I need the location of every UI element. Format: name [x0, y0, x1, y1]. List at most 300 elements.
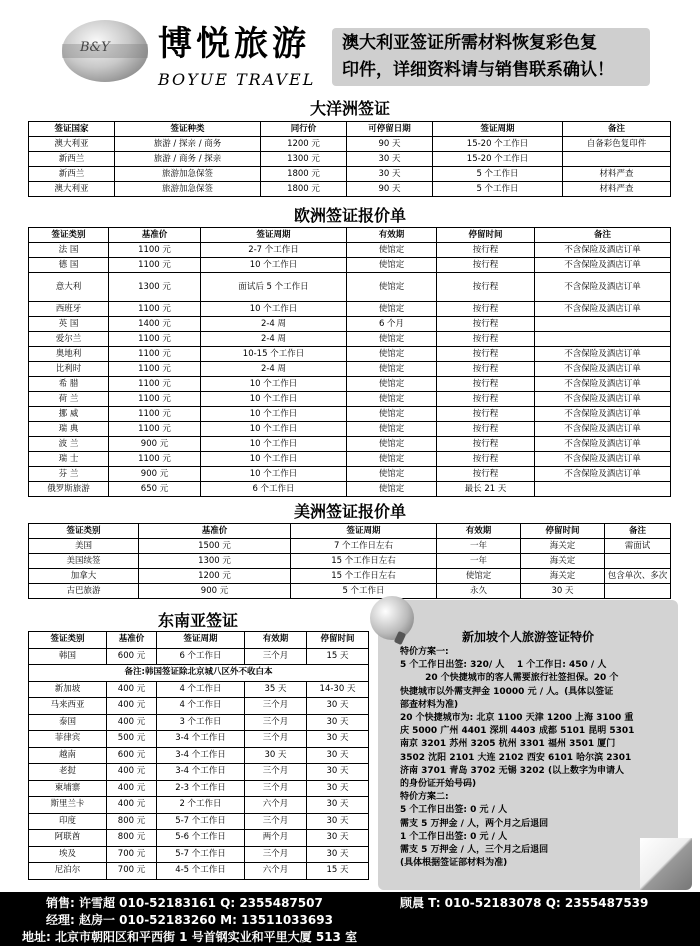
- table-cell: 1100 元: [109, 332, 201, 347]
- table-cell: 海关定: [521, 554, 605, 569]
- table-cell: 三个月: [245, 714, 307, 731]
- table-cell: 5 个工作日: [433, 182, 563, 197]
- table-cell: 不含保险及酒店订单: [535, 467, 671, 482]
- table-cell: 菲律宾: [29, 731, 107, 748]
- table-cell: 1200 元: [139, 569, 291, 584]
- table-cell: 15-20 个工作日: [433, 152, 563, 167]
- special-text-line: 特价方案二:: [400, 792, 449, 803]
- table-cell: 10 个工作日: [201, 422, 347, 437]
- table-cell: 不含保险及酒店订单: [535, 243, 671, 258]
- table-cell: 10 个工作日: [201, 452, 347, 467]
- table-cell: [535, 332, 671, 347]
- table-cell: 按行程: [437, 332, 535, 347]
- table-cell: 10-15 个工作日: [201, 347, 347, 362]
- table-cell: 1800 元: [261, 167, 347, 182]
- table-cell: 1300 元: [261, 152, 347, 167]
- sales-contact-2: 顾晨 T: 010-52183078 Q: 2355487539: [400, 896, 649, 910]
- table-cell: 美国: [29, 539, 139, 554]
- column-header: 签证周期: [201, 228, 347, 243]
- special-text-line: (具体根据签证部材料为准): [400, 858, 508, 869]
- table-cell: 5 个工作日: [291, 584, 437, 599]
- americas-title: 美洲签证报价单: [293, 502, 406, 521]
- table-cell: 按行程: [437, 407, 535, 422]
- table-cell: 老挝: [29, 764, 107, 781]
- table-cell: 30 天: [307, 830, 369, 847]
- table-header-row: [29, 632, 369, 649]
- manager-contact: 经理: 赵房一 010-52183260 M: 13511033693: [46, 913, 333, 927]
- table-cell: 西班牙: [29, 302, 109, 317]
- table-cell: 90 天: [347, 137, 433, 152]
- table-cell: 400 元: [107, 681, 157, 698]
- table-cell: 不含保险及酒店订单: [535, 437, 671, 452]
- table-cell: 按行程: [437, 258, 535, 273]
- singapore-special-text: [400, 646, 670, 870]
- column-header: 停留时间: [521, 524, 605, 539]
- southeast-asia-table: [28, 631, 369, 880]
- table-cell: 6 个月: [347, 317, 437, 332]
- table-cell: 2 个工作日: [157, 797, 245, 814]
- special-text-line: 5 个工作日出签: 0 元 / 人: [400, 805, 508, 816]
- table-cell: 15 个工作日左右: [291, 554, 437, 569]
- table-cell: 旅游 / 探亲 / 商务: [115, 137, 261, 152]
- table-cell: 10 个工作日: [201, 377, 347, 392]
- table-cell: 泰国: [29, 714, 107, 731]
- special-text-line: 快捷城市以外需支押金 10000 元 / 人。(具体以签证: [400, 686, 614, 697]
- table-cell: 面试后 5 个工作日: [201, 273, 347, 302]
- header: [0, 0, 700, 90]
- special-text-line: 济南 3701 青岛 3702 无锡 3202 (以上数字为申请人: [400, 765, 625, 776]
- brand-name-cn: 博悦旅游: [158, 24, 310, 64]
- column-header: 有效期: [347, 228, 437, 243]
- column-header: 基准价: [139, 524, 291, 539]
- table-cell: 使馆定: [347, 243, 437, 258]
- table-cell: 英 国: [29, 317, 109, 332]
- table-cell: 700 元: [107, 846, 157, 863]
- table-row: [29, 747, 369, 764]
- column-header: 签证类别: [29, 632, 107, 649]
- table-cell: 按行程: [437, 317, 535, 332]
- table-row: [29, 539, 671, 554]
- table-cell: 15 天: [307, 648, 369, 665]
- column-header: 签证周期: [291, 524, 437, 539]
- table-row: [29, 317, 671, 332]
- table-cell: 400 元: [107, 698, 157, 715]
- table-cell: 使馆定: [347, 392, 437, 407]
- table-cell: 不含保险及酒店订单: [535, 407, 671, 422]
- special-text-line: 特价方案一:: [400, 647, 449, 657]
- column-header: 基准价: [109, 228, 201, 243]
- table-cell: 三个月: [245, 846, 307, 863]
- table-cell: 使馆定: [347, 377, 437, 392]
- table-row: [29, 681, 369, 698]
- table-row: [29, 302, 671, 317]
- table-row: [29, 273, 671, 302]
- table-cell: 1100 元: [109, 407, 201, 422]
- table-cell: 30 天: [245, 747, 307, 764]
- table-cell: 30 天: [521, 584, 605, 599]
- notice-box: [332, 28, 650, 86]
- table-row: [29, 347, 671, 362]
- footer-contacts: [0, 892, 700, 946]
- table-row: [29, 437, 671, 452]
- table-cell: 1100 元: [109, 302, 201, 317]
- table-header-row: [29, 228, 671, 243]
- table-row: [29, 482, 671, 497]
- table-cell: 不含保险及酒店订单: [535, 362, 671, 377]
- table-cell: 600 元: [107, 648, 157, 665]
- table-cell: 30 天: [307, 813, 369, 830]
- table-cell: 10 个工作日: [201, 437, 347, 452]
- table-cell: 使馆定: [347, 482, 437, 497]
- special-text-line: 需支 5 万押金 / 人，三个月之后退回: [400, 845, 549, 856]
- table-cell: 900 元: [109, 467, 201, 482]
- column-header: 有效期: [245, 632, 307, 649]
- table-cell: 旅游加急保签: [115, 167, 261, 182]
- table-cell: 4 个工作日: [157, 698, 245, 715]
- table-cell: 不含保险及酒店订单: [535, 273, 671, 302]
- table-cell: 按行程: [437, 377, 535, 392]
- table-cell: 3-4 个工作日: [157, 731, 245, 748]
- table-cell: 30 天: [307, 747, 369, 764]
- table-cell: 波 兰: [29, 437, 109, 452]
- table-cell: 埃及: [29, 846, 107, 863]
- table-cell: 30 天: [307, 698, 369, 715]
- table-cell: 加拿大: [29, 569, 139, 584]
- table-cell: 三个月: [245, 731, 307, 748]
- table-cell: 800 元: [107, 830, 157, 847]
- table-cell: 400 元: [107, 714, 157, 731]
- table-row: [29, 830, 369, 847]
- table-cell: 400 元: [107, 764, 157, 781]
- table-cell: 不含保险及酒店订单: [535, 452, 671, 467]
- table-cell: 包含单次、多次: [605, 569, 671, 584]
- table-row: [29, 846, 369, 863]
- table-cell: 不含保险及酒店订单: [535, 258, 671, 273]
- table-cell: 按行程: [437, 437, 535, 452]
- table-row: [29, 648, 369, 665]
- table-cell: 希 腊: [29, 377, 109, 392]
- table-cell: 斯里兰卡: [29, 797, 107, 814]
- special-text-line: 南京 3201 苏州 3205 杭州 3301 福州 3501 厦门: [400, 739, 616, 750]
- table-cell: 不含保险及酒店订单: [535, 377, 671, 392]
- table-cell: 30 天: [307, 846, 369, 863]
- column-header: 可停留日期: [347, 122, 433, 137]
- oceania-title: 大洋洲签证: [309, 99, 390, 118]
- table-row: [29, 731, 369, 748]
- table-row: [29, 780, 369, 797]
- table-cell: 三个月: [245, 648, 307, 665]
- table-cell: 使馆定: [347, 362, 437, 377]
- table-cell: 古巴旅游: [29, 584, 139, 599]
- table-row: [29, 167, 671, 182]
- table-cell: 使馆定: [347, 258, 437, 273]
- table-cell: 30 天: [347, 152, 433, 167]
- table-cell: 按行程: [437, 467, 535, 482]
- column-header: 有效期: [437, 524, 521, 539]
- table-cell: 90 天: [347, 182, 433, 197]
- table-cell: 阿联酋: [29, 830, 107, 847]
- table-cell: 奥地利: [29, 347, 109, 362]
- table-cell: 使馆定: [347, 467, 437, 482]
- table-cell: 三个月: [245, 698, 307, 715]
- table-cell: 按行程: [437, 452, 535, 467]
- special-text-line: 需支 5 万押金 / 人，两个月之后退回: [400, 818, 549, 829]
- column-header: 备注: [563, 122, 671, 137]
- table-cell: 6 个工作日: [201, 482, 347, 497]
- table-cell: 三个月: [245, 764, 307, 781]
- table-cell: 新西兰: [29, 167, 115, 182]
- table-header-row: [29, 122, 671, 137]
- table-cell: 1100 元: [109, 452, 201, 467]
- table-cell: 六个月: [245, 863, 307, 880]
- table-cell: 3-4 个工作日: [157, 764, 245, 781]
- table-cell: 瑞 士: [29, 452, 109, 467]
- table-cell: 800 元: [107, 813, 157, 830]
- table-cell: 30 天: [307, 731, 369, 748]
- table-row: [29, 764, 369, 781]
- table-cell: 比利时: [29, 362, 109, 377]
- table-cell: 5-7 个工作日: [157, 846, 245, 863]
- table-cell: 使馆定: [347, 273, 437, 302]
- column-header: 签证种类: [115, 122, 261, 137]
- column-header: 同行价: [261, 122, 347, 137]
- table-cell: 需面试: [605, 539, 671, 554]
- table-cell: 1400 元: [109, 317, 201, 332]
- special-text-line: 20 个快捷城市为: 北京 1100 天津 1200 上海 3100 重: [400, 713, 634, 724]
- table-cell: 4-5 个工作日: [157, 863, 245, 880]
- table-cell: 30 天: [347, 167, 433, 182]
- table-cell: 1100 元: [109, 258, 201, 273]
- table-cell: 使馆定: [347, 347, 437, 362]
- table-cell: 30 天: [307, 714, 369, 731]
- table-cell: 三个月: [245, 813, 307, 830]
- table-cell: 按行程: [437, 243, 535, 258]
- column-header: 停留时间: [437, 228, 535, 243]
- table-cell: 15-20 个工作日: [433, 137, 563, 152]
- table-cell: 德 国: [29, 258, 109, 273]
- table-cell: 1100 元: [109, 362, 201, 377]
- table-cell: 30 天: [307, 780, 369, 797]
- column-header: 备注: [535, 228, 671, 243]
- table-row: [29, 137, 671, 152]
- table-cell: 不含保险及酒店订单: [535, 392, 671, 407]
- table-cell: 1100 元: [109, 392, 201, 407]
- table-row: [29, 797, 369, 814]
- table-row: [29, 698, 369, 715]
- table-cell: 1800 元: [261, 182, 347, 197]
- oceania-table: [28, 121, 671, 197]
- table-cell: 美国续签: [29, 554, 139, 569]
- table-cell: 650 元: [109, 482, 201, 497]
- table-header-row: [29, 524, 671, 539]
- table-cell: 2-4 周: [201, 362, 347, 377]
- table-cell: 5-6 个工作日: [157, 830, 245, 847]
- table-cell: [535, 482, 671, 497]
- table-cell: [605, 554, 671, 569]
- table-cell: 海关定: [521, 539, 605, 554]
- brand-name-en: BOYUE TRAVEL: [158, 70, 316, 89]
- korea-note: 备注:韩国签证除北京城八区外不收白本: [29, 665, 369, 682]
- table-cell: 按行程: [437, 392, 535, 407]
- table-cell: 30 天: [307, 797, 369, 814]
- table-cell: 材料严查: [563, 182, 671, 197]
- special-text-line: 的身份证开始号码): [400, 779, 477, 790]
- table-cell: 900 元: [139, 584, 291, 599]
- table-cell: 2-4 周: [201, 332, 347, 347]
- table-cell: 5 个工作日: [433, 167, 563, 182]
- table-cell: 400 元: [107, 780, 157, 797]
- column-header: 签证国家: [29, 122, 115, 137]
- table-cell: 按行程: [437, 422, 535, 437]
- table-cell: 澳大利亚: [29, 182, 115, 197]
- table-row: [29, 362, 671, 377]
- table-cell: 1300 元: [109, 273, 201, 302]
- table-cell: 最长 21 天: [437, 482, 535, 497]
- table-cell: 按行程: [437, 347, 535, 362]
- table-cell: 600 元: [107, 747, 157, 764]
- table-row: [29, 422, 671, 437]
- table-row: [29, 377, 671, 392]
- table-cell: 不含保险及酒店订单: [535, 422, 671, 437]
- southeast-asia-title: 东南亚签证: [157, 611, 238, 630]
- table-cell: 使馆定: [347, 407, 437, 422]
- table-row: [29, 152, 671, 167]
- table-cell: 越南: [29, 747, 107, 764]
- special-text-line: 3502 沈阳 2101 大连 2102 西安 6101 哈尔滨 2301: [400, 752, 632, 763]
- table-cell: 旅游 / 商务 / 探亲: [115, 152, 261, 167]
- table-cell: 使馆定: [437, 569, 521, 584]
- table-cell: 1100 元: [109, 347, 201, 362]
- table-cell: 旅游加急保签: [115, 182, 261, 197]
- table-cell: 爱尔兰: [29, 332, 109, 347]
- table-cell: 4 个工作日: [157, 681, 245, 698]
- column-header: 签证类别: [29, 524, 139, 539]
- special-text-line: 20 个快捷城市的客人需要旅行社签担保。20 个: [400, 673, 619, 684]
- table-row: [29, 584, 671, 599]
- table-cell: [605, 584, 671, 599]
- table-cell: 柬埔寨: [29, 780, 107, 797]
- table-cell: 新西兰: [29, 152, 115, 167]
- table-row: [29, 243, 671, 258]
- table-cell: 芬 兰: [29, 467, 109, 482]
- table-cell: 2-7 个工作日: [201, 243, 347, 258]
- special-text-line: 1 个工作日出签: 0 元 / 人: [400, 831, 508, 842]
- table-cell: 马来西亚: [29, 698, 107, 715]
- table-row: [29, 467, 671, 482]
- table-cell: 500 元: [107, 731, 157, 748]
- table-row: [29, 863, 369, 880]
- table-cell: 7 个工作日左右: [291, 539, 437, 554]
- table-row: [29, 182, 671, 197]
- table-cell: 使馆定: [347, 452, 437, 467]
- table-cell: 材料严查: [563, 167, 671, 182]
- table-cell: 新加坡: [29, 681, 107, 698]
- special-text-line: 部查材料为准): [400, 699, 459, 710]
- table-cell: 1100 元: [109, 422, 201, 437]
- table-cell: 6 个工作日: [157, 648, 245, 665]
- table-cell: 海关定: [521, 569, 605, 584]
- notice-line-2: 印件，详细资料请与销售联系确认！: [342, 60, 614, 80]
- table-cell: 2-3 个工作日: [157, 780, 245, 797]
- europe-title: 欧洲签证报价单: [293, 206, 406, 225]
- table-row: [29, 452, 671, 467]
- europe-table: [28, 227, 671, 497]
- table-cell: 六个月: [245, 797, 307, 814]
- table-cell: 10 个工作日: [201, 258, 347, 273]
- table-cell: 10 个工作日: [201, 302, 347, 317]
- table-cell: 俄罗斯旅游: [29, 482, 109, 497]
- table-cell: 1300 元: [139, 554, 291, 569]
- table-cell: 一年: [437, 554, 521, 569]
- table-cell: 两个月: [245, 830, 307, 847]
- table-cell: 使馆定: [347, 422, 437, 437]
- table-cell: 15 天: [307, 863, 369, 880]
- table-cell: 自备彩色复印件: [563, 137, 671, 152]
- table-cell: 挪 威: [29, 407, 109, 422]
- table-cell: 1100 元: [109, 377, 201, 392]
- table-cell: 10 个工作日: [201, 467, 347, 482]
- notice-line-1: 澳大利亚签证所需材料恢复彩色复: [342, 33, 597, 53]
- table-cell: 意大利: [29, 273, 109, 302]
- table-cell: 10 个工作日: [201, 407, 347, 422]
- table-cell: 10 个工作日: [201, 392, 347, 407]
- table-cell: 1200 元: [261, 137, 347, 152]
- special-text-line: 庆 5000 广州 4401 深圳 4403 成都 5101 昆明 5301: [400, 726, 635, 737]
- table-cell: 35 天: [245, 681, 307, 698]
- table-cell: 使馆定: [347, 332, 437, 347]
- table-row: [29, 714, 369, 731]
- table-cell: 3-4 个工作日: [157, 747, 245, 764]
- table-row: [29, 392, 671, 407]
- table-cell: 按行程: [437, 273, 535, 302]
- column-header: 签证周期: [157, 632, 245, 649]
- table-cell: 按行程: [437, 302, 535, 317]
- korea-note-row: [29, 665, 369, 682]
- table-cell: 瑞 典: [29, 422, 109, 437]
- sales-contact: 销售: 许雪超 010-52183161 Q: 2355487507: [46, 896, 323, 910]
- table-cell: 400 元: [107, 797, 157, 814]
- table-cell: 不含保险及酒店订单: [535, 347, 671, 362]
- table-cell: 5-7 个工作日: [157, 813, 245, 830]
- table-cell: 澳大利亚: [29, 137, 115, 152]
- column-header: 签证周期: [433, 122, 563, 137]
- table-cell: 14-30 天: [307, 681, 369, 698]
- table-cell: 3 个工作日: [157, 714, 245, 731]
- table-cell: 使馆定: [347, 302, 437, 317]
- column-header: 备注: [605, 524, 671, 539]
- logo-text: B&Y: [80, 40, 110, 55]
- table-cell: 三个月: [245, 780, 307, 797]
- table-cell: 30 天: [307, 764, 369, 781]
- table-cell: 1100 元: [109, 243, 201, 258]
- table-cell: 15 个工作日左右: [291, 569, 437, 584]
- americas-table: [28, 523, 671, 599]
- table-row: [29, 332, 671, 347]
- table-cell: 一年: [437, 539, 521, 554]
- table-cell: 印度: [29, 813, 107, 830]
- table-cell: 韩国: [29, 648, 107, 665]
- table-cell: 使馆定: [347, 437, 437, 452]
- singapore-special-title: 新加坡个人旅游签证特价: [461, 630, 594, 644]
- table-row: [29, 258, 671, 273]
- table-cell: 2-4 周: [201, 317, 347, 332]
- column-header: 基准价: [107, 632, 157, 649]
- table-cell: 不含保险及酒店订单: [535, 302, 671, 317]
- column-header: 停留时间: [307, 632, 369, 649]
- table-row: [29, 569, 671, 584]
- table-row: [29, 813, 369, 830]
- table-cell: [535, 317, 671, 332]
